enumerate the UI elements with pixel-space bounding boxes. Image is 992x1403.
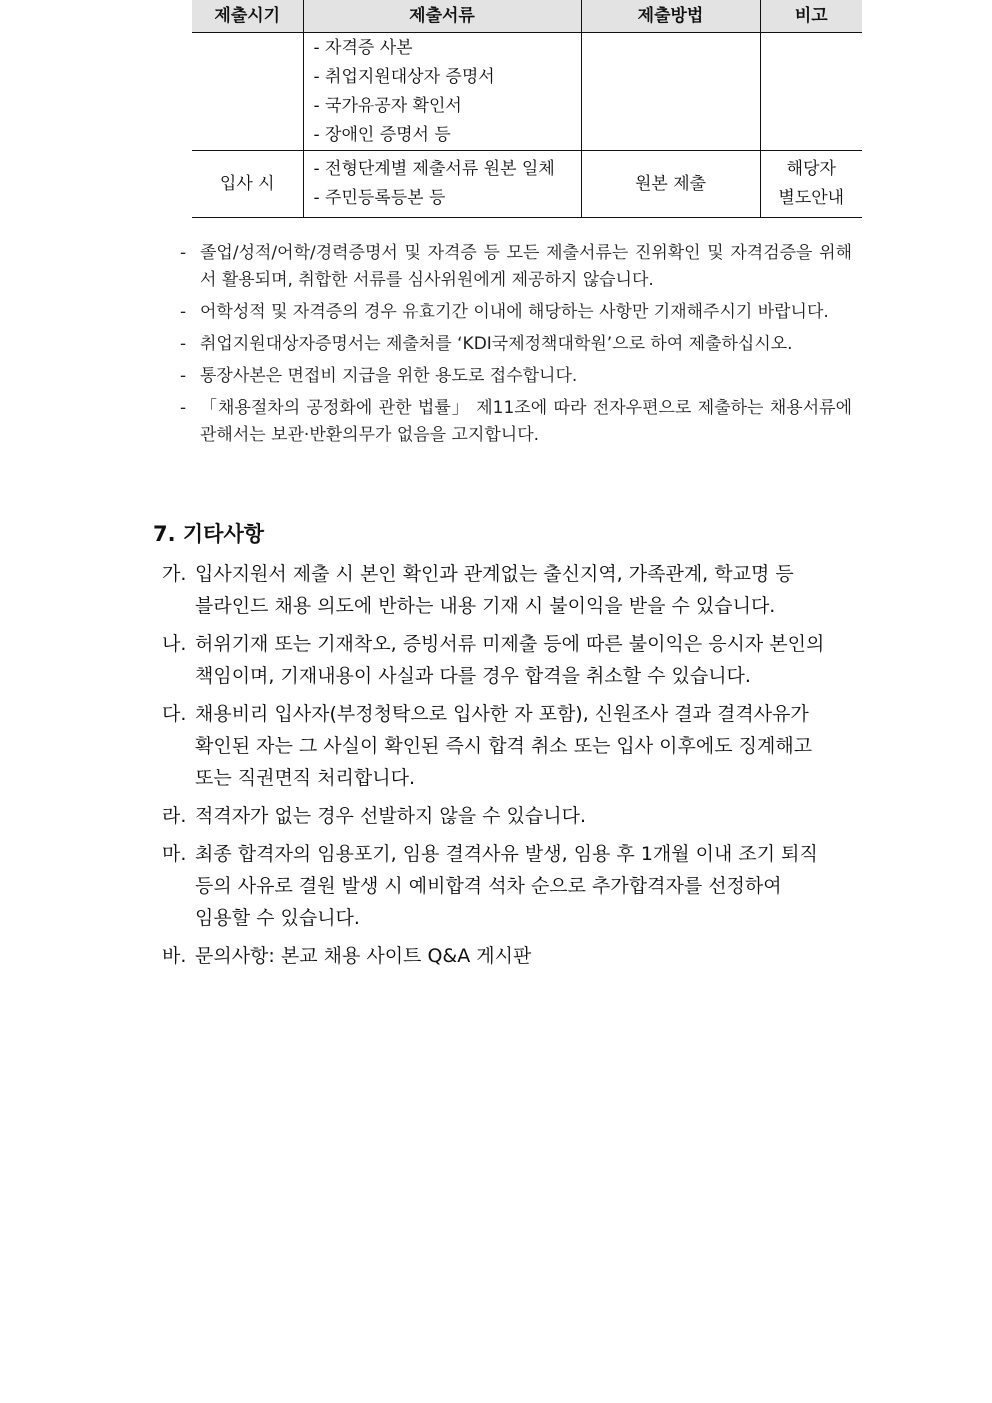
note-item (180, 363, 852, 390)
table-row (192, 151, 862, 218)
table-row (192, 33, 862, 151)
item-marker: 다. (162, 703, 187, 725)
list-item (162, 800, 842, 832)
item-marker: 바. (162, 945, 187, 967)
item-line: 임용할 수 있습니다. (195, 907, 360, 929)
item-marker: 가. (162, 563, 187, 585)
document-item: - 주민등록등본 등 (313, 188, 446, 208)
item-line: 책임이며, 기재내용이 사실과 다를 경우 합격을 취소할 수 있습니다. (195, 665, 751, 687)
note-text: 졸업/성적/어학/경력증명서 및 자격증 등 모든 제출서류는 진위확인 및 자격검증을 위해서 활용되며, 취합한 서류를 심사위원에게 제공하지 않습니다. (200, 243, 852, 290)
section-items (162, 558, 842, 978)
document-item: - 자격증 사본 (313, 38, 413, 58)
item-line: 문의사항: 본교 채용 사이트 Q&A 게시판 (195, 945, 532, 967)
item-line: 최종 합격자의 임용포기, 임용 결격사유 발생, 임용 후 1개월 이내 조기 퇴직 (195, 843, 818, 865)
note-text: 어학성적 및 자격증의 경우 유효기간 이내에 해당하는 사항만 기재해주시기 바랍니다. (200, 302, 829, 322)
item-marker: 라. (162, 805, 187, 827)
header-timing: 제출시기 (192, 0, 303, 33)
item-line: 확인된 자는 그 사실이 확인된 즉시 합격 취소 또는 입사 이후에도 징계해고 (195, 735, 813, 757)
note-bullet: - (180, 366, 187, 386)
item-line: 또는 직권면직 처리합니다. (195, 767, 416, 789)
note-text: 취업지원대상자증명서는 제출처를 ‘KDI국제정책대학원’으로 하여 제출하십시오. (200, 334, 793, 354)
list-item (162, 838, 842, 934)
item-line: 입사지원서 제출 시 본인 확인과 관계없는 출신지역, 가족관계, 학교명 등 (195, 563, 794, 585)
cell-remark (760, 33, 862, 151)
cell-method: 원본 제출 (581, 151, 760, 218)
item-marker: 마. (162, 843, 187, 865)
note-item (180, 331, 852, 358)
note-text: 통장사본은 면접비 지급을 위한 용도로 접수합니다. (200, 366, 578, 386)
list-item (162, 628, 842, 692)
document-item: - 국가유공자 확인서 (313, 96, 462, 116)
document-item: - 전형단계별 제출서류 원본 일체 (313, 159, 555, 179)
submission-notes (180, 240, 852, 454)
item-line: 허위기재 또는 기재착오, 증빙서류 미제출 등에 따른 불이익은 응시자 본인의 (195, 633, 825, 655)
cell-timing: 입사 시 (192, 151, 303, 218)
cell-documents (303, 33, 581, 151)
item-line: 적격자가 없는 경우 선발하지 않을 수 있습니다. (195, 805, 587, 827)
document-item: - 장애인 증명서 등 (313, 125, 451, 145)
document-item: - 취업지원대상자 증명서 (313, 67, 495, 87)
note-bullet: - (180, 334, 187, 354)
item-marker: 나. (162, 633, 187, 655)
item-line: 등의 사유로 결원 발생 시 예비합격 석차 순으로 추가합격자를 선정하여 (195, 875, 782, 897)
note-item (180, 395, 852, 449)
item-line: 채용비리 입사자(부정청탁으로 입사한 자 포함), 신원조사 결과 결격사유가 (195, 703, 809, 725)
note-bullet: - (180, 398, 187, 418)
note-text: 「채용절차의 공정화에 관한 법률」 제11조에 따라 전자우편으로 제출하는 채용서류에 관해서는 보관·반환의무가 없음을 고지합니다. (200, 398, 852, 445)
remark-line: 해당자 (786, 159, 836, 179)
item-line: 블라인드 채용 의도에 반하는 내용 기재 시 불이익을 받을 수 있습니다. (195, 595, 776, 617)
note-bullet: - (180, 302, 187, 322)
table-header-row (192, 0, 862, 33)
remark-line: 별도안내 (778, 188, 845, 208)
section-title: 7. 기타사항 (153, 522, 265, 546)
list-item (162, 698, 842, 794)
header-method: 제출방법 (581, 0, 760, 33)
cell-documents (303, 151, 581, 218)
note-item (180, 240, 852, 294)
cell-remark (760, 151, 862, 218)
submission-documents-table (192, 0, 862, 218)
list-item (162, 558, 842, 622)
cell-method (581, 33, 760, 151)
list-item (162, 940, 842, 972)
cell-timing (192, 33, 303, 151)
note-item (180, 299, 852, 326)
header-remark: 비고 (760, 0, 862, 33)
header-documents: 제출서류 (303, 0, 581, 33)
note-bullet: - (180, 243, 187, 263)
